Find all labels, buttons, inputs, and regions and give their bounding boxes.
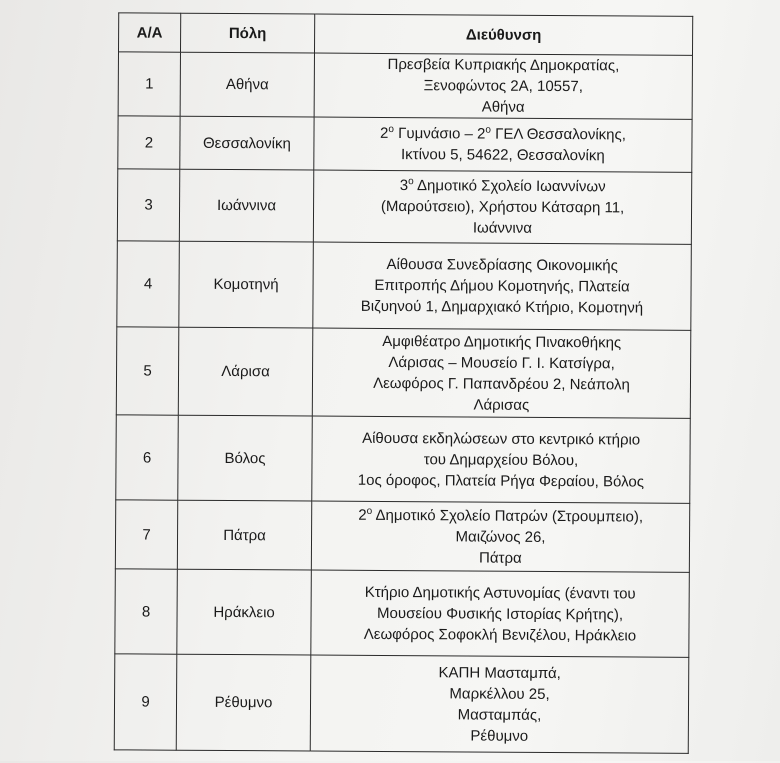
address-table xyxy=(114,12,693,753)
address-line: (Μαρούτσειο), Χρήστου Κάτσαρη 11, xyxy=(380,197,625,217)
address-line: Πρεσβεία Κυπριακής Δημοκρατίας, xyxy=(387,55,620,75)
address-line: Μουσείου Φυσικής Ιστορίας Κρήτης), xyxy=(377,604,624,623)
row-city: Ηράκλειο xyxy=(177,569,312,655)
row-city: Ιωάννινα xyxy=(179,169,313,242)
table-row xyxy=(115,569,690,658)
table-row xyxy=(116,327,691,419)
address-line: Βιζυηνού 1, Δημαρχιακό Κτήριο, Κομοτηνή xyxy=(360,297,644,317)
address-line: Αθήνα xyxy=(481,98,525,116)
table-row xyxy=(117,241,692,331)
row-city: Ρέθυμνο xyxy=(176,654,311,751)
row-address xyxy=(312,328,691,418)
address-line: Επιτροπής Δήμου Κομοτηνής, Πλατεία xyxy=(374,276,630,296)
address-line: του Δημαρχείου Βόλου, xyxy=(423,450,579,469)
row-city: Θεσσαλονίκη xyxy=(180,116,314,170)
ordinal-suffix: ο xyxy=(366,505,373,517)
row-address xyxy=(311,570,690,657)
table-row xyxy=(117,169,691,245)
row-address xyxy=(312,416,691,503)
address-line: Λεωφόρος Γ. Παπανδρέου 2, Νεάπολη xyxy=(373,374,630,393)
address-text: Δημοτικό Σχολείο Ιωαννίνων xyxy=(413,177,606,196)
row-city: Κομοτηνή xyxy=(179,241,314,328)
header-city: Πόλη xyxy=(180,13,314,53)
table-header-row xyxy=(118,13,692,56)
ordinal-number: 2 xyxy=(358,506,367,524)
address-line xyxy=(318,123,687,146)
address-line: Ιωάννινα xyxy=(472,219,533,237)
header-address: Διεύθυνση xyxy=(314,14,692,55)
row-no: 2 xyxy=(118,116,180,169)
row-city: Αθήνα xyxy=(180,52,314,117)
address-line: Μασταμπάς, xyxy=(457,705,542,724)
address-line: Μαρκέλλου 25, xyxy=(449,684,550,703)
address-line: Λεωφόρος Σοφοκλή Βενιζέλου, Ηράκλειο xyxy=(363,625,637,645)
ordinal-number: 3 xyxy=(399,177,409,195)
row-no: 5 xyxy=(116,327,179,415)
address-line: Μαιζώνος 26, xyxy=(455,527,546,546)
address-line: Ρέθυμνο xyxy=(470,726,529,745)
row-no: 7 xyxy=(115,500,177,569)
table-row xyxy=(116,415,691,504)
address-line: Κτήριο Δημοτικής Αστυνομίας (έναντι του xyxy=(364,583,636,603)
row-no: 6 xyxy=(116,415,179,500)
address-line xyxy=(316,504,685,527)
ordinal-suffix: ο xyxy=(485,124,491,136)
row-no: 8 xyxy=(115,569,178,654)
address-line: Αμφιθέατρο Δημοτικής Πινακοθήκης xyxy=(382,332,622,351)
address-line: Λάρισας xyxy=(473,396,530,414)
row-address xyxy=(311,501,689,572)
row-city: Λάρισα xyxy=(178,327,313,416)
address-line: Ικτίνου 5, 54622, Θεσσαλονίκη xyxy=(400,146,605,165)
address-line: Λάρισας – Μουσείο Γ. Ι. Κατσίγρα, xyxy=(388,353,615,372)
table-row xyxy=(118,52,692,120)
address-text: Γυμνάσιο – 2 xyxy=(393,125,486,143)
address-line xyxy=(318,175,687,198)
address-line: Ξενοφώντος 2Α, 10557, xyxy=(423,77,583,96)
row-city: Πάτρα xyxy=(177,500,311,570)
row-address xyxy=(314,53,692,119)
row-no: 3 xyxy=(117,169,179,241)
address-line: Αίθουσα εκδηλώσεων στο κεντρικό κτήριο xyxy=(362,429,641,449)
row-city: Βόλος xyxy=(178,415,313,501)
header-no: Α/Α xyxy=(118,13,180,52)
address-line: Αίθουσα Συνεδρίασης Οικονομικής xyxy=(386,255,618,275)
table-row xyxy=(115,500,689,573)
table-row xyxy=(114,654,689,754)
table-row xyxy=(118,116,692,173)
row-address xyxy=(313,242,692,330)
row-address xyxy=(313,170,691,244)
row-no: 9 xyxy=(114,654,177,750)
address-line: ΚΑΠΗ Μασταμπά, xyxy=(438,663,561,682)
row-address xyxy=(310,655,689,753)
address-line: Πάτρα xyxy=(479,549,522,567)
row-address xyxy=(314,117,692,172)
row-no: 1 xyxy=(118,52,180,116)
address-text: ΓΕΛ Θεσσαλονίκης, xyxy=(490,125,627,144)
ordinal-number: 2 xyxy=(380,124,389,142)
address-line: 1ος όροφος, Πλατεία Ρήγα Φεραίου, Βόλος xyxy=(357,471,645,491)
row-no: 4 xyxy=(117,241,180,327)
ordinal-suffix: ο xyxy=(408,176,414,188)
ordinal-suffix: ο xyxy=(388,123,395,136)
address-text: Δημοτικό Σχολείο Πατρών (Στρουμπειο), xyxy=(372,506,644,526)
